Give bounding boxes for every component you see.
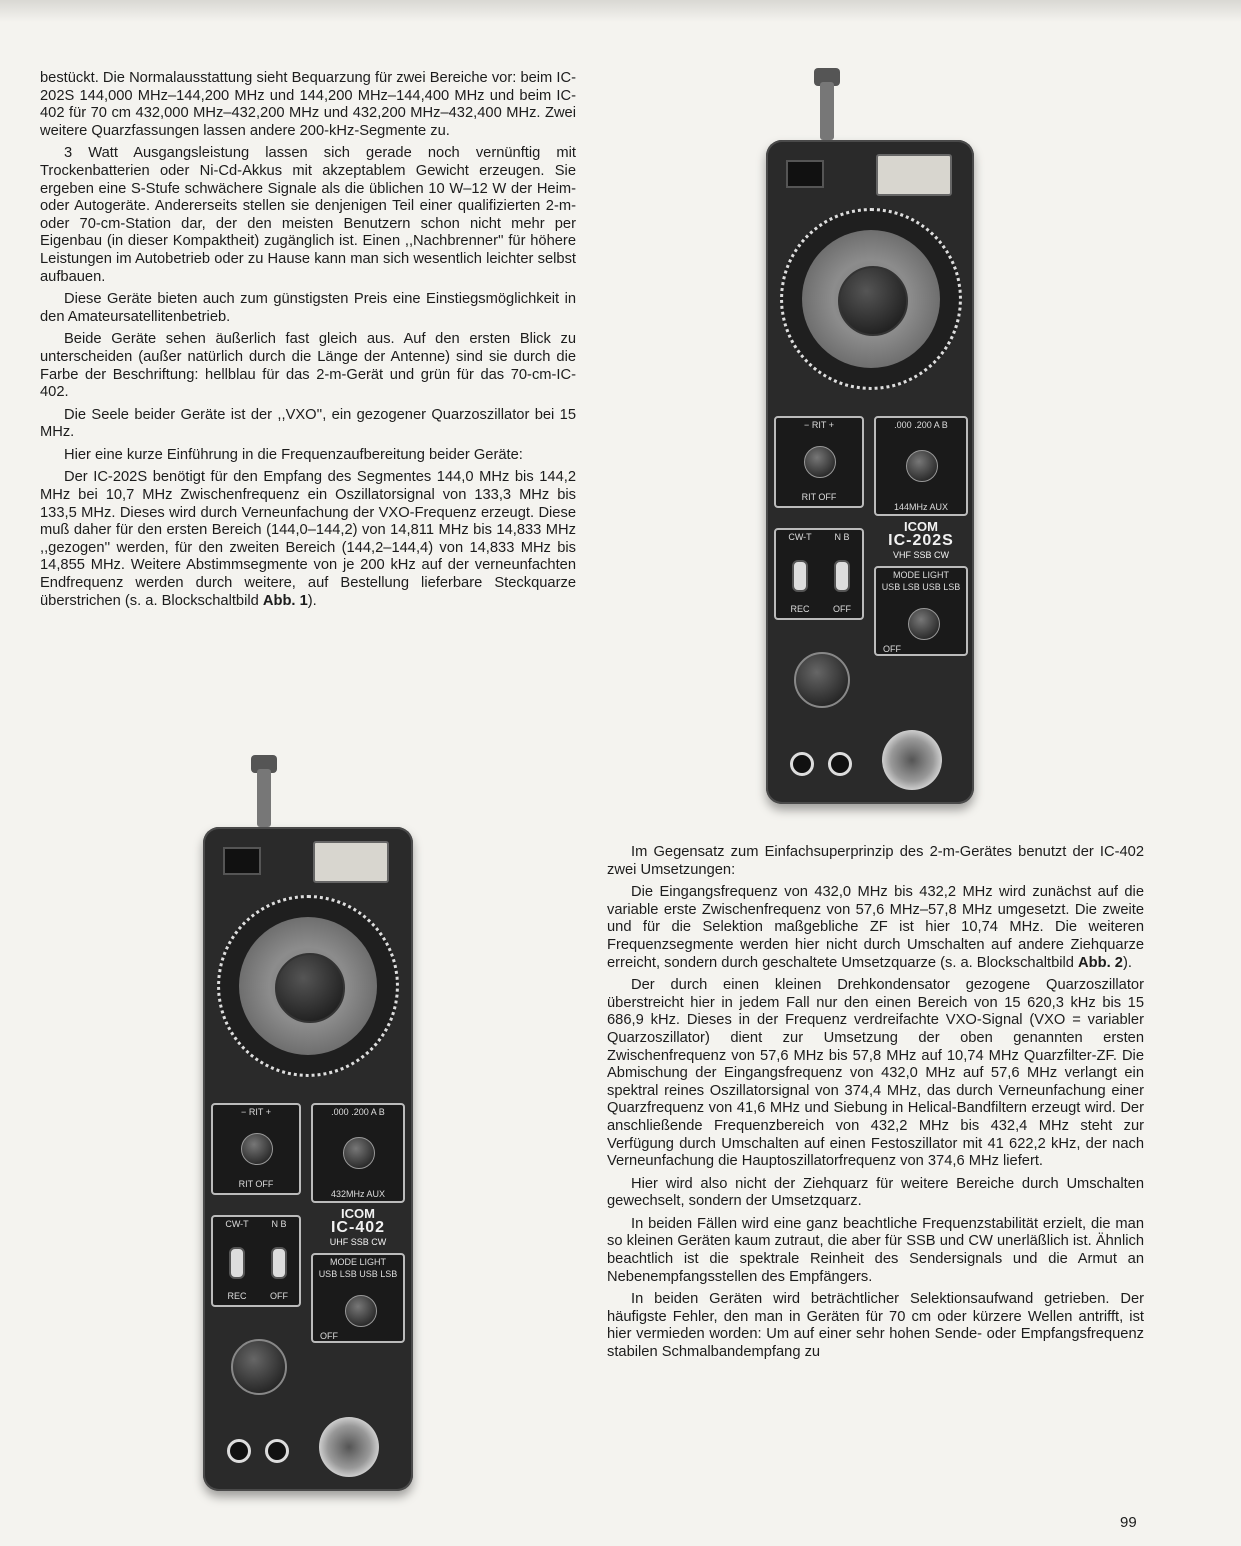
figure-reference: Abb. 2 [1078,954,1123,971]
brand-block [874,520,968,562]
paragraph: Die Seele beider Geräte ist der ,,VXO'', ein gezogener Quarzoszillator bei 15 MHz. [40,406,576,441]
page-number: 99 [1120,1514,1137,1531]
signal-meter [313,841,389,883]
brand-name: ICOM [904,519,938,534]
cwt-switch [792,560,808,592]
paragraph-text-end: ). [1122,954,1132,971]
model-subtitle: VHF SSB CW [892,550,949,560]
rit-knob [804,446,836,478]
model-name: IC-402 [330,1219,386,1236]
rec-label: REC [227,1291,247,1301]
mode-off-label: OFF [883,644,901,654]
power-connector [319,1417,379,1477]
model-name: IC-202S [888,532,954,549]
rit-label: − RIT + [241,1107,271,1117]
switch-panel [211,1215,301,1307]
mode-knob [345,1295,377,1327]
left-text-column [40,70,576,615]
mode-panel [311,1253,405,1343]
paragraph-text: Die Eingangsfrequenz von 432,0 MHz bis 432,2 MHz wird zunächst auf die variable erste Zwischenfrequenz von 57,6 MHz–57,8 MHz umgesetzt. Die zweite und für die Selektion maßgebliche ZF ist hier 10,74 MHz. Die weiteren Frequenzsegmente werden hier nicht durch Umschalten auf andere Ziehquarze erreicht, sondern durch geschaltete Umsetzquarze (s. a. Blockschaltbild [607,884,1144,971]
paragraph [40,469,576,610]
indicator-window [786,160,824,188]
mode-panel [874,566,968,656]
volume-knob [231,1339,287,1395]
indicator-window [223,847,261,875]
cwt-label: CW-T [788,532,812,542]
mode-off-label: OFF [320,1331,338,1341]
rit-panel [774,416,864,508]
signal-meter [876,154,952,196]
brand-block [311,1207,405,1249]
paragraph [607,884,1144,972]
switch-panel [774,528,864,620]
model-subtitle: UHF SSB CW [329,1237,387,1247]
page-top-edge [0,0,1241,22]
paragraph: Diese Geräte bieten auch zum günstigsten Preis eine Einstiegsmöglichkeit in den Amateursatellitenbetrieb. [40,291,576,325]
audio-jack [790,752,814,776]
paragraph: Im Gegensatz zum Einfachsuperprinzip des 2-m-Gerätes benutzt der IC-402 zwei Umsetzungen: [607,844,1144,878]
rec-label: REC [790,604,810,614]
band-knob [343,1137,375,1169]
paragraph: Hier eine kurze Einführung in die Frequenzaufbereitung beider Geräte: [64,446,523,463]
paragraph: In beiden Geräten wird beträchtlicher Selektionsaufwand getrieben. Der häufigste Fehler, den man in Geräten für 70 cm oder kürzere Wellen antrifft, ist hier vermieden worden: Um auf einer sehr hohen Sende- oder Empfangsfrequenz stabilen Schmalbandempfang zu [607,1291,1144,1361]
rit-panel [211,1103,301,1195]
audio-jack [227,1439,251,1463]
radio-photo-ic-202s [766,140,974,804]
tuning-knob [275,953,345,1023]
paragraph-text: Der IC-202S benötigt für den Empfang des Segmentes 144,0 MHz bis 144,2 MHz bei 10,7 MHz Zwischenfrequenz ein Oszillatorsignal von 133,3 MHz bis 133,5 MHz. Dieses wird durch Verneunfachung der VXO-Frequenz erzeugt. Diese muß daher für den ersten Bereich (144,0–144,2) von 14,811 MHz bis 14,833 MHz ,,gezogen'' werden, für den zweiten Bereich (144,2–144,4) von 14,833 MHz bis 14,855 MHz. Weitere Abstimmsegmente von je 200 kHz auf der verneunfachten Endfrequenz werden durch weitere, auf Bestellung lieferbare Steckquarze überstrichen (s. a. Blockschaltbild [40,469,576,609]
rit-off-label: RIT OFF [238,1179,274,1189]
mode-knob [908,608,940,640]
mode-options: USB LSB USB LSB [318,1269,398,1279]
radio-photo-ic-402 [203,827,413,1491]
paragraph-text-end: ). [307,592,317,609]
nb-label: N B [271,1219,287,1229]
audio-jack [828,752,852,776]
off-label: OFF [270,1291,288,1301]
mode-light-labels: MODE LIGHT [329,1257,387,1267]
antenna-base [257,769,271,827]
rit-label: − RIT + [804,420,834,430]
volume-knob [794,652,850,708]
paragraph: Der durch einen kleinen Drehkondensator gezogene Quarzoszillator überstreicht hier in jedem Fall nur den einen Bereich von 15 620,3 kHz bis 15 686,9 kHz. Dieses in der Frequenz verdreifachte VXO-Signal (VXO = variabler Quarzoszillator) dient zur Umsetzung der oben genannten ersten Zwischenfrequenz von 57,6 MHz bis 57,8 MHz auf 10,74 MHz Quarzfilter-ZF. Die Abmischung der Eingangsfrequenz von 432,0 MHz auf 57,6 MHz verlangt ein spektral reines Oszillatorsignal von 374,4 MHz, das durch Verneunfachung einer Quarzfrequenz von 41,6 MHz und Siebung in Helical-Bandfiltern erzeugt wird. Der anschließende Frequenzbereich von 432,2 MHz bis 432,4 MHz steht zur Verfügung durch Umschalten auf einen Festoszillator mit 41 622,2 kHz, der nach Verneunfachung die Hauptoszillatorfrequenz von 374,6 MHz liefert. [607,977,1144,1170]
off-label: OFF [833,604,851,614]
cwt-label: CW-T [225,1219,249,1229]
band-bottom-labels: 432MHz AUX [330,1189,386,1199]
power-connector [882,730,942,790]
paragraph: Hier wird also nicht der Ziehquarz für weitere Bereiche durch Umschalten gewechselt, sondern der Umsetzquarz. [607,1175,1144,1210]
audio-jack [265,1439,289,1463]
paragraph: 3 Watt Ausgangsleistung lassen sich gerade noch vernünftig mit Trockenbatterien oder Ni-Cd-Akkus mit akzeptablem Gewicht erzeugen. Sie ergeben eine S-Stufe schwächere Signale als die üblichen 10 W–12 W der Heim- oder Autogeräte. Andererseits stellen sie denjenigen Teil einer qualifizierten 2-m- oder 70-cm-Station dar, der den meisten Benutzern schon nicht mehr per Eigenbau (in dieser Kompaktheit) zugänglich ist. Einen ,,Nachbrenner'' für höhere Leistungen im Autobetrieb oder zu Hause kann man sich wesentlich leichter selbst aufbauen. [40,145,576,285]
band-bottom-labels: 144MHz AUX [893,502,949,512]
antenna-base [820,82,834,140]
paragraph: In beiden Fällen wird eine ganz beachtliche Frequenzstabilität erzielt, die man so kleinen Geräten kaum zutraut, die aber für SSB und CW unerläßlich ist. Ähnlich beachtlich ist die spektrale Reinheit des Sendersignals und die Armut an Nebenempfangsstellen des Empfängers. [607,1215,1144,1285]
band-labels: .000 .200 A B [894,420,948,430]
band-labels: .000 .200 A B [331,1107,385,1117]
rit-knob [241,1133,273,1165]
band-panel [311,1103,405,1203]
cwt-switch [229,1247,245,1279]
figure-reference: Abb. 1 [262,592,308,609]
mode-light-labels: MODE LIGHT [892,570,950,580]
nb-switch [834,560,850,592]
nb-switch [271,1247,287,1279]
rit-off-label: RIT OFF [801,492,837,502]
band-panel [874,416,968,516]
band-knob [906,450,938,482]
mode-options: USB LSB USB LSB [881,582,961,592]
paragraph: bestückt. Die Normalausstattung sieht Bequarzung für zwei Bereiche vor: beim IC-202S 144,000 MHz–144,200 MHz und 144,200 MHz–144,400 MHz und beim IC-402 für 70 cm 432,000 MHz–432,200 MHz und 432,200 MHz–432,400 MHz. Zwei weitere Quarzfassungen lassen andere 200-kHz-Segmente zu. [40,70,576,139]
nb-label: N B [834,532,850,542]
tuning-knob [838,266,908,336]
brand-name: ICOM [341,1206,375,1221]
paragraph: Beide Geräte sehen äußerlich fast gleich aus. Auf den ersten Blick zu unterscheiden (außer natürlich durch die Länge der Antenne) sind sie durch die Farbe der Beschriftung: hellblau für das 2-m-Gerät und grün für das 70-cm-IC-402. [40,331,576,401]
right-text-column [607,844,1144,1367]
